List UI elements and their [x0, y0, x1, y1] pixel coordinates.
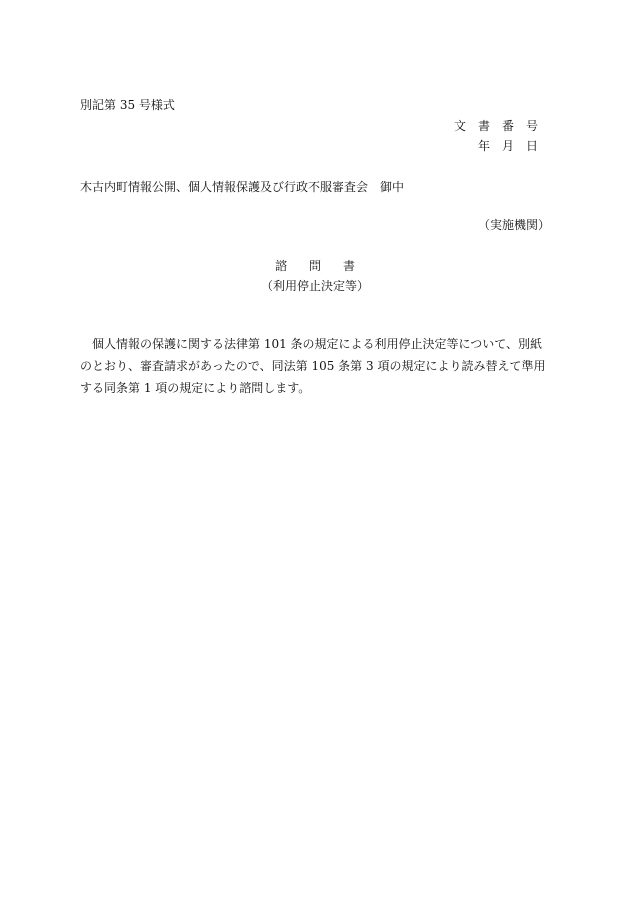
- document-number-label: 文書番号: [453, 119, 550, 133]
- sender-agency: （実施機関）: [477, 218, 550, 232]
- document-subtitle: （利用停止決定等）: [260, 279, 369, 293]
- date-label: 年月日: [477, 139, 550, 153]
- recipient-line: 木古内町情報公開、個人情報保護及び行政不服審査会 御中: [80, 180, 405, 194]
- form-id: 別記第 35 号様式: [80, 98, 175, 112]
- body-paragraph: 個人情報の保護に関する法律第 101 条の規定による利用停止決定等について、別紙のとおり、審査請求があったので、同法第 105 条第 3 項の規定により読み替えて準用する同条第 1 項の規定により諮問します。: [80, 337, 546, 395]
- document-title: 諮問書: [274, 259, 377, 273]
